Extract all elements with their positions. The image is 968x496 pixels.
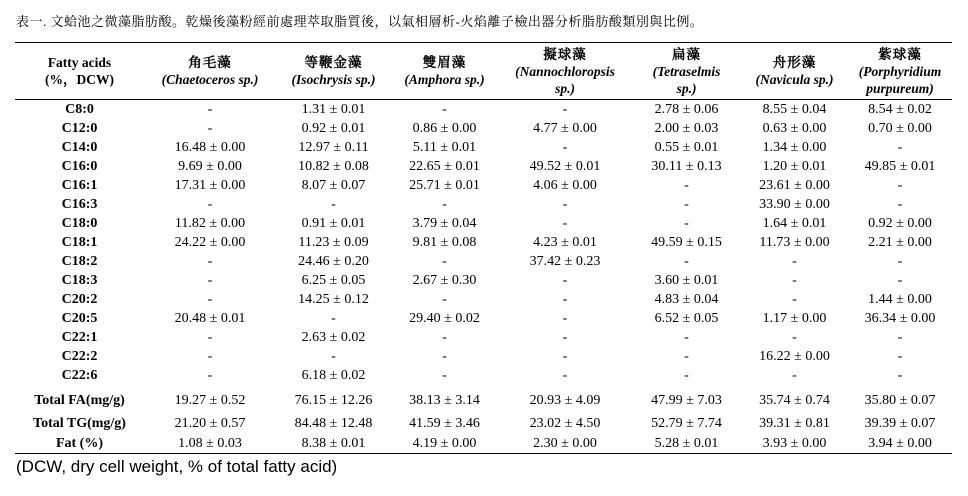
value-cell: - xyxy=(897,273,903,288)
species-en-line2: purpureum) xyxy=(866,80,934,96)
row-label: C20:2 xyxy=(61,292,98,307)
species-zh: 雙眉藻 xyxy=(422,55,467,70)
table-body xyxy=(15,100,952,454)
value-cell: 3.79 ± 0.04 xyxy=(412,216,477,231)
value-cell: 35.80 ± 0.07 xyxy=(864,393,936,408)
value-cell: - xyxy=(207,349,213,364)
value-cell: 6.18 ± 0.02 xyxy=(301,368,366,383)
table-caption: 表一. 文蛤池之微藻脂肪酸。乾燥後藻粉經前處理萃取脂質後，以氣相層析-火焰離子檢出器分析脂肪酸類別與比例。 xyxy=(16,14,704,29)
value-cell: - xyxy=(207,254,213,269)
row-label: C18:2 xyxy=(61,254,98,269)
value-cell: - xyxy=(562,216,568,231)
value-cell: 25.71 ± 0.01 xyxy=(409,178,480,193)
value-cell: - xyxy=(442,292,447,307)
value-cell: 17.31 ± 0.00 xyxy=(174,178,246,193)
value-cell: 16.22 ± 0.00 xyxy=(759,349,830,364)
value-cell: 3.93 ± 0.00 xyxy=(741,435,848,454)
header-navicula xyxy=(741,43,848,100)
value-cell: - xyxy=(792,330,797,345)
total-row xyxy=(15,412,952,435)
value-cell: 6.25 ± 0.05 xyxy=(301,273,366,288)
value-cell: 8.38 ± 0.01 xyxy=(276,435,391,454)
fatty-acid-row xyxy=(15,119,952,138)
species-en: (Nannochloropsis xyxy=(515,63,615,79)
row-label: Total FA(mg/g) xyxy=(34,393,125,408)
row-label: C8:0 xyxy=(65,102,94,117)
row-label: C16:3 xyxy=(61,197,98,212)
value-cell: - xyxy=(792,292,797,307)
header-fatty-acids-line1: Fatty acids xyxy=(47,55,112,70)
value-cell: 8.55 ± 0.04 xyxy=(762,102,827,117)
value-cell: - xyxy=(442,102,447,117)
value-cell: - xyxy=(207,292,213,307)
value-cell: 9.69 ± 0.00 xyxy=(178,159,242,174)
row-label: C16:0 xyxy=(61,159,98,174)
value-cell: 49.59 ± 0.15 xyxy=(651,235,722,250)
value-cell: - xyxy=(207,330,213,345)
value-cell: 0.55 ± 0.01 xyxy=(654,140,719,155)
fatty-acid-table xyxy=(15,42,952,454)
value-cell: 38.13 ± 3.14 xyxy=(409,393,480,408)
value-cell: - xyxy=(207,197,213,212)
header-chaetoceros xyxy=(144,43,276,100)
value-cell: - xyxy=(207,102,213,117)
fatty-acid-row xyxy=(15,347,952,366)
value-cell: - xyxy=(897,178,903,193)
value-cell: 16.48 ± 0.00 xyxy=(174,140,246,155)
value-cell: - xyxy=(792,273,797,288)
header-fatty-acids xyxy=(15,43,144,100)
value-cell: - xyxy=(684,197,689,212)
value-cell: - xyxy=(442,368,447,383)
row-label: C22:6 xyxy=(61,368,98,383)
value-cell: - xyxy=(562,330,568,345)
value-cell: 20.48 ± 0.01 xyxy=(174,311,246,326)
table-footnote: (DCW, dry cell weight, % of total fatty acid) xyxy=(16,457,338,476)
value-cell: 4.19 ± 0.00 xyxy=(391,435,498,454)
value-cell: 2.67 ± 0.30 xyxy=(412,273,477,288)
value-cell: - xyxy=(684,330,689,345)
value-cell: - xyxy=(684,349,689,364)
value-cell: 52.79 ± 7.74 xyxy=(651,416,722,431)
species-en-line2: sp.) xyxy=(676,80,697,96)
value-cell: 20.93 ± 4.09 xyxy=(529,393,601,408)
value-cell: - xyxy=(792,254,797,269)
value-cell: 24.46 ± 0.20 xyxy=(298,254,369,269)
value-cell: 1.31 ± 0.01 xyxy=(301,102,366,117)
value-cell: - xyxy=(684,254,689,269)
value-cell: - xyxy=(562,273,568,288)
value-cell: 21.20 ± 0.57 xyxy=(174,416,246,431)
species-en: (Navicula sp.) xyxy=(755,72,834,87)
value-cell: 4.83 ± 0.04 xyxy=(654,292,719,307)
header-nannochloropsis xyxy=(498,43,632,100)
value-cell: 4.77 ± 0.00 xyxy=(533,121,597,136)
fatty-acid-row xyxy=(15,100,952,120)
value-cell: - xyxy=(562,140,568,155)
species-en: (Tetraselmis xyxy=(652,63,721,79)
fatty-acid-row xyxy=(15,309,952,328)
species-zh: 等鞭金藻 xyxy=(304,55,363,70)
fatty-acid-row xyxy=(15,290,952,309)
value-cell: - xyxy=(684,368,689,383)
value-cell: 6.52 ± 0.05 xyxy=(654,311,719,326)
value-cell: - xyxy=(897,197,903,212)
value-cell: 19.27 ± 0.52 xyxy=(174,393,246,408)
header-tetraselmis xyxy=(632,43,741,100)
value-cell: 2.30 ± 0.00 xyxy=(498,435,632,454)
value-cell: 0.91 ± 0.01 xyxy=(301,216,366,231)
value-cell: 11.73 ± 0.00 xyxy=(759,235,830,250)
table-header-row xyxy=(15,43,952,100)
value-cell: 2.63 ± 0.02 xyxy=(301,330,366,345)
species-zh: 扁藻 xyxy=(672,46,701,62)
row-label: C22:1 xyxy=(61,330,98,345)
species-zh: 舟形藻 xyxy=(772,55,817,70)
value-cell: 14.25 ± 0.12 xyxy=(298,292,369,307)
value-cell: - xyxy=(207,368,213,383)
fatty-acid-row xyxy=(15,366,952,385)
fatty-acid-row xyxy=(15,195,952,214)
value-cell: 36.34 ± 0.00 xyxy=(864,311,936,326)
value-cell: 49.85 ± 0.01 xyxy=(864,159,936,174)
value-cell: 0.63 ± 0.00 xyxy=(762,121,827,136)
value-cell: - xyxy=(207,273,213,288)
value-cell: 1.44 ± 0.00 xyxy=(868,292,932,307)
value-cell: 5.28 ± 0.01 xyxy=(632,435,741,454)
total-row xyxy=(15,435,952,454)
value-cell: 9.81 ± 0.08 xyxy=(412,235,477,250)
value-cell: 47.99 ± 7.03 xyxy=(651,393,722,408)
row-label: C14:0 xyxy=(61,140,98,155)
row-label: Fat (%) xyxy=(15,435,144,454)
value-cell: 1.34 ± 0.00 xyxy=(762,140,827,155)
value-cell: 2.21 ± 0.00 xyxy=(868,235,932,250)
header-isochrysis xyxy=(276,43,391,100)
value-cell: 39.31 ± 0.81 xyxy=(759,416,830,431)
value-cell: 41.59 ± 3.46 xyxy=(409,416,480,431)
value-cell: 24.22 ± 0.00 xyxy=(174,235,246,250)
value-cell: 3.94 ± 0.00 xyxy=(848,435,952,454)
value-cell: 5.11 ± 0.01 xyxy=(412,140,477,155)
row-label: C18:1 xyxy=(61,235,98,250)
value-cell: - xyxy=(562,292,568,307)
fatty-acid-row xyxy=(15,138,952,157)
fatty-acid-row xyxy=(15,233,952,252)
value-cell: 8.54 ± 0.02 xyxy=(868,102,932,117)
species-zh: 角毛藻 xyxy=(188,55,232,70)
species-en: (Chaetoceros sp.) xyxy=(161,72,259,87)
species-en: (Amphora sp.) xyxy=(404,72,485,87)
value-cell: 49.52 ± 0.01 xyxy=(529,159,601,174)
species-zh: 擬球藻 xyxy=(543,46,587,62)
value-cell: 1.64 ± 0.01 xyxy=(762,216,827,231)
row-label: Total TG(mg/g) xyxy=(33,416,126,431)
value-cell: 23.02 ± 4.50 xyxy=(529,416,601,431)
value-cell: 39.39 ± 0.07 xyxy=(864,416,936,431)
value-cell: 76.15 ± 12.26 xyxy=(294,393,373,408)
value-cell: 1.17 ± 0.00 xyxy=(762,311,827,326)
value-cell: - xyxy=(562,102,568,117)
value-cell: 12.97 ± 0.11 xyxy=(298,140,369,155)
value-cell: 37.42 ± 0.23 xyxy=(529,254,601,269)
value-cell: - xyxy=(562,368,568,383)
value-cell: - xyxy=(442,349,447,364)
value-cell: 3.60 ± 0.01 xyxy=(654,273,719,288)
fatty-acid-row xyxy=(15,252,952,271)
value-cell: - xyxy=(792,368,797,383)
species-en: (Isochrysis sp.) xyxy=(291,72,376,87)
value-cell: - xyxy=(684,216,689,231)
value-cell: 11.82 ± 0.00 xyxy=(174,216,246,231)
value-cell: - xyxy=(562,311,568,326)
value-cell: - xyxy=(562,197,568,212)
value-cell: 35.74 ± 0.74 xyxy=(759,393,830,408)
row-label: C18:0 xyxy=(61,216,98,231)
value-cell: 29.40 ± 0.02 xyxy=(409,311,480,326)
row-label: C20:5 xyxy=(61,311,98,326)
species-en-line2: sp.) xyxy=(555,80,575,96)
row-label: C22:2 xyxy=(61,349,98,364)
total-row xyxy=(15,385,952,412)
value-cell: - xyxy=(897,330,903,345)
value-cell: - xyxy=(207,121,213,136)
value-cell: 2.78 ± 0.06 xyxy=(654,102,719,117)
value-cell: 0.86 ± 0.00 xyxy=(412,121,477,136)
row-label: C18:3 xyxy=(61,273,98,288)
value-cell: 1.20 ± 0.01 xyxy=(762,159,827,174)
value-cell: - xyxy=(897,254,903,269)
header-fatty-acids-line2: (%，DCW) xyxy=(45,72,114,87)
value-cell: - xyxy=(897,140,903,155)
value-cell: - xyxy=(442,254,447,269)
species-en: (Porphyridium xyxy=(858,63,942,79)
value-cell: 0.92 ± 0.01 xyxy=(301,121,366,136)
row-label: C16:1 xyxy=(61,178,98,193)
value-cell: 22.65 ± 0.01 xyxy=(409,159,480,174)
value-cell: 10.82 ± 0.08 xyxy=(298,159,369,174)
fatty-acid-row xyxy=(15,176,952,195)
value-cell: - xyxy=(442,330,447,345)
value-cell: 4.06 ± 0.00 xyxy=(533,178,597,193)
row-label: C12:0 xyxy=(61,121,98,136)
value-cell: 11.23 ± 0.09 xyxy=(298,235,369,250)
value-cell: - xyxy=(897,368,903,383)
value-cell: 84.48 ± 12.48 xyxy=(294,416,373,431)
value-cell: 2.00 ± 0.03 xyxy=(654,121,719,136)
value-cell: 23.61 ± 0.00 xyxy=(759,178,830,193)
fatty-acid-row xyxy=(15,328,952,347)
value-cell: 0.92 ± 0.00 xyxy=(868,216,932,231)
value-cell: - xyxy=(331,311,336,326)
value-cell: 30.11 ± 0.13 xyxy=(651,159,722,174)
value-cell: - xyxy=(442,197,447,212)
value-cell: - xyxy=(684,178,689,193)
fatty-acid-row xyxy=(15,271,952,290)
value-cell: 4.23 ± 0.01 xyxy=(533,235,597,250)
header-amphora xyxy=(391,43,498,100)
header-porphyridium xyxy=(848,43,952,100)
value-cell: 33.90 ± 0.00 xyxy=(759,197,830,212)
value-cell: - xyxy=(897,349,903,364)
value-cell: - xyxy=(562,349,568,364)
value-cell: - xyxy=(331,197,336,212)
species-zh: 紫球藻 xyxy=(878,46,922,62)
value-cell: 1.08 ± 0.03 xyxy=(144,435,276,454)
value-cell: 8.07 ± 0.07 xyxy=(301,178,366,193)
value-cell: 0.70 ± 0.00 xyxy=(868,121,932,136)
value-cell: - xyxy=(331,349,336,364)
fatty-acid-row xyxy=(15,214,952,233)
fatty-acid-row xyxy=(15,157,952,176)
